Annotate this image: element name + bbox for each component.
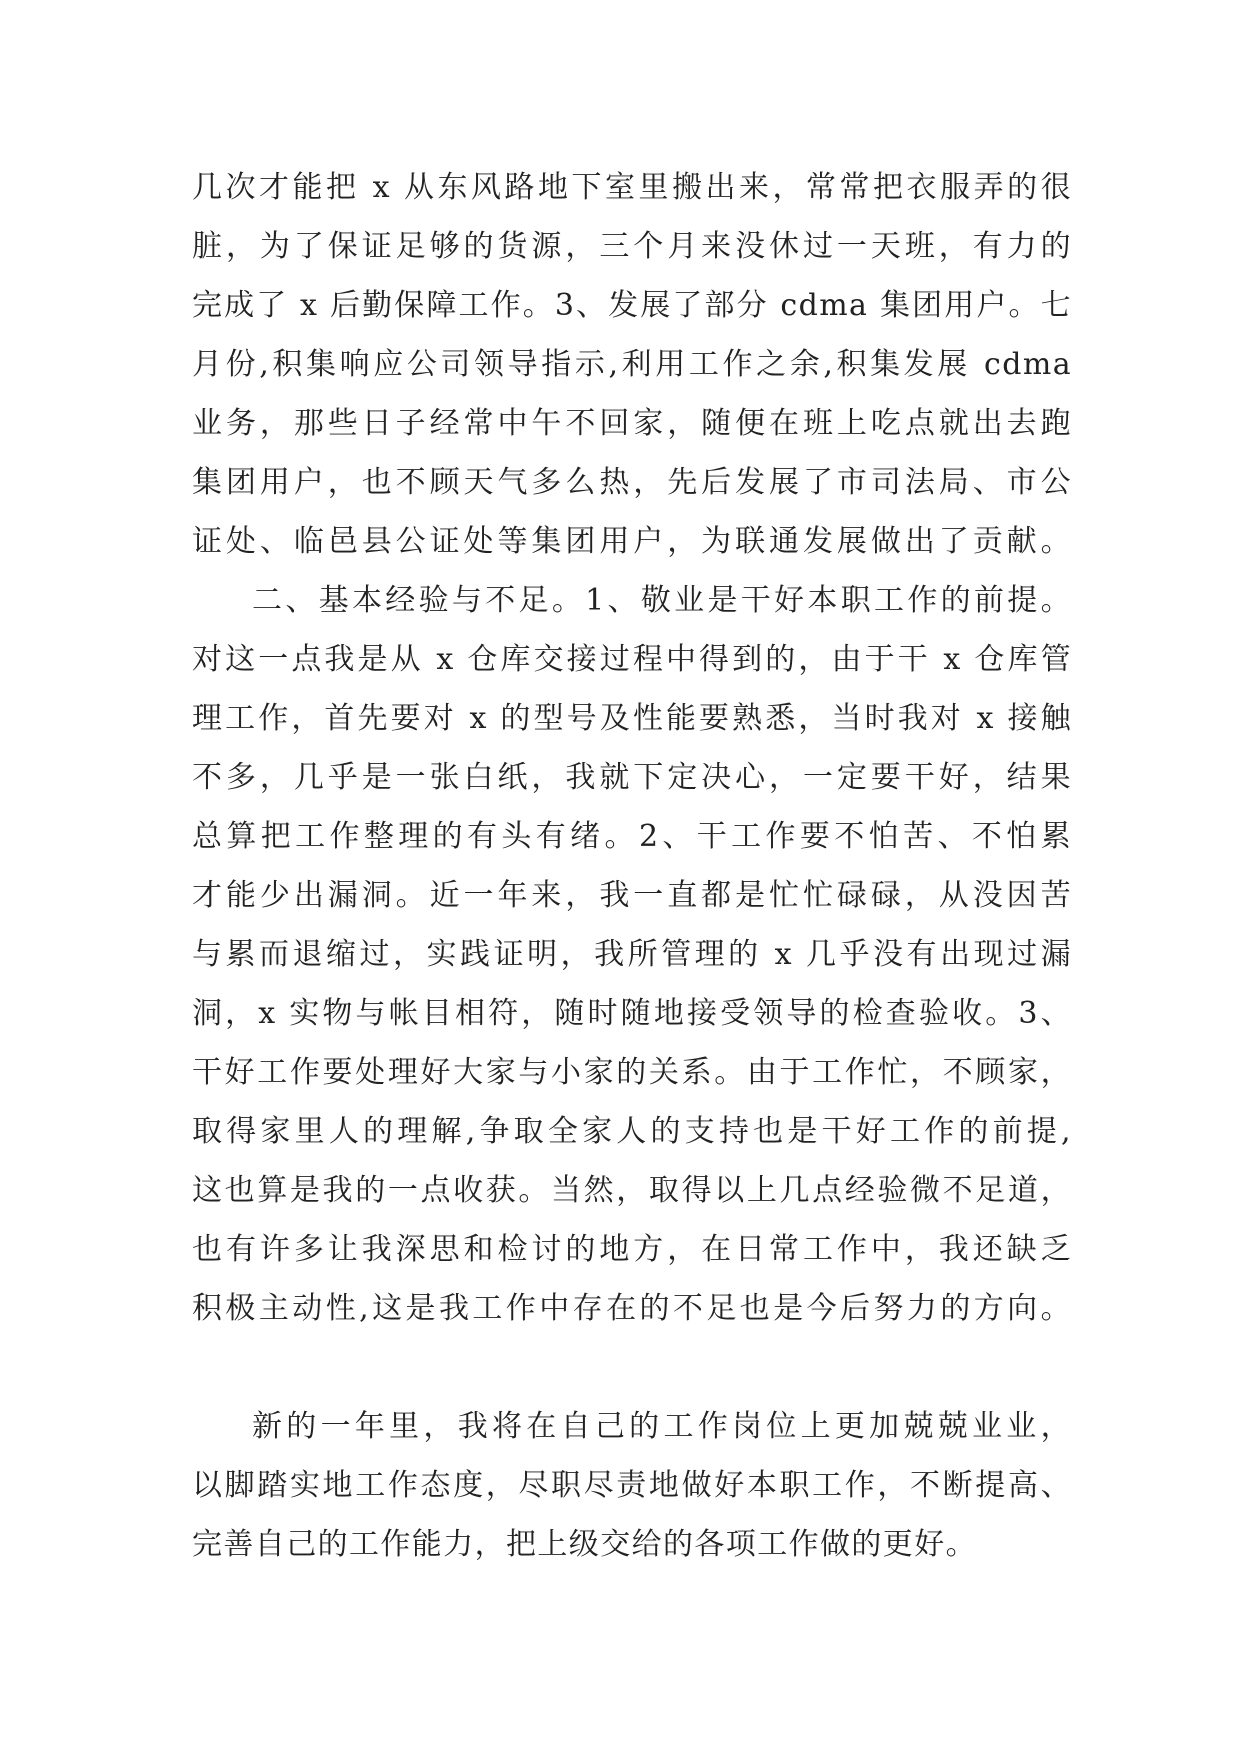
text-line	[192, 1338, 1072, 1397]
text-line: 理工作，首先要对 x 的型号及性能要熟悉，当时我对 x 接触	[192, 701, 1072, 736]
text-line: 几次才能把 x 从东风路地下室里搬出来，常常把衣服弄的很	[192, 170, 1072, 205]
text-line: 完善自己的工作能力，把上级交给的各项工作做的更好。	[192, 1527, 977, 1562]
text-line: 洞，x 实物与帐目相符，随时随地接受领导的检查验收。3、	[192, 996, 1072, 1031]
paragraph-continuation	[192, 158, 1072, 571]
text-line: 完成了 x 后勤保障工作。3、发展了部分 cdma 集团用户。七	[192, 288, 1072, 323]
text-line: 脏，为了保证足够的货源，三个月来没休过一天班，有力的	[192, 229, 1072, 264]
paragraph-experience	[192, 571, 1072, 1397]
text-line: 积极主动性,这是我工作中存在的不足也是今后努力的方向。	[192, 1291, 1072, 1326]
text-line: 业务，那些日子经常中午不回家，随便在班上吃点就出去跑	[192, 406, 1072, 441]
document-body	[192, 158, 1072, 1574]
text-line: 集团用户，也不顾天气多么热，先后发展了市司法局、市公	[192, 465, 1072, 500]
text-line: 取得家里人的理解,争取全家人的支持也是干好工作的前提,	[192, 1114, 1072, 1149]
text-line-indented: 二、基本经验与不足。1、敬业是干好本职工作的前提。	[252, 583, 1072, 618]
paragraph-new-year	[192, 1397, 1072, 1574]
text-line: 总算把工作整理的有头有绪。2、干工作要不怕苦、不怕累	[192, 819, 1072, 854]
text-line: 干好工作要处理好大家与小家的关系。由于工作忙，不顾家，	[192, 1055, 1072, 1090]
text-line: 也有许多让我深思和检讨的地方，在日常工作中，我还缺乏	[192, 1232, 1072, 1267]
text-line: 与累而退缩过，实践证明，我所管理的 x 几乎没有出现过漏	[192, 937, 1072, 972]
text-line: 月份,积集响应公司领导指示,利用工作之余,积集发展 cdma	[192, 347, 1072, 382]
text-line: 不多，几乎是一张白纸，我就下定决心，一定要干好，结果	[192, 760, 1072, 795]
text-line: 才能少出漏洞。近一年来，我一直都是忙忙碌碌，从没因苦	[192, 878, 1072, 913]
text-line: 这也算是我的一点收获。当然，取得以上几点经验微不足道，	[192, 1173, 1072, 1208]
text-line-indented: 新的一年里，我将在自己的工作岗位上更加兢兢业业，	[252, 1409, 1072, 1444]
text-line: 对这一点我是从 x 仓库交接过程中得到的，由于干 x 仓库管	[192, 642, 1072, 677]
text-line: 证处、临邑县公证处等集团用户，为联通发展做出了贡献。	[192, 524, 1072, 559]
text-line: 以脚踏实地工作态度，尽职尽责地做好本职工作，不断提高、	[192, 1468, 1072, 1503]
